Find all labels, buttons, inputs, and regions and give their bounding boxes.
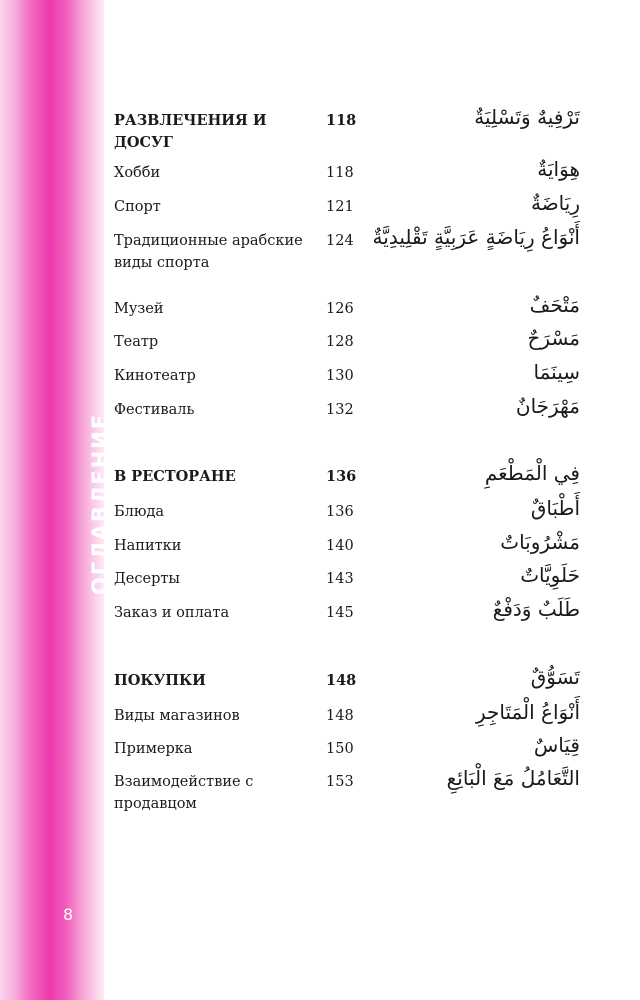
page-number: 8 [63,905,74,924]
toc-arabic: مَشْرُوبَاتٌ [500,530,580,554]
toc-russian: ПОКУПКИ [114,672,206,689]
toc-page: 148 [326,708,354,724]
toc-russian: Напитки [114,538,182,554]
toc-russian: Хобби [114,165,161,181]
toc-arabic: هِوَايَةٌ [537,157,580,181]
toc-russian: Виды магазинов [114,708,240,724]
toc-page: 118 [326,112,357,129]
toc-entry[interactable] [0,225,640,280]
toc-arabic: مَهْرَجَانٌ [515,394,580,418]
toc-russian: Музей [114,301,164,317]
toc-arabic: تَرْفِيهٌ وَتَسْلِيَةٌ [474,105,580,129]
toc-page: 153 [326,774,354,790]
toc-arabic: طَلَبٌ وَدَفْعٌ [492,597,580,621]
toc-page: 143 [326,571,354,587]
toc-arabic: تَسَوُّقٌ [530,665,580,689]
toc-arabic: حَلَوِيَّاتٌ [520,563,580,587]
toc-russian: Десерты [114,571,180,587]
toc-page: 128 [326,334,354,350]
toc-page: 118 [326,165,354,181]
toc-page: 150 [326,741,354,757]
toc-page: 126 [326,301,354,317]
toc-russian: Фестиваль [114,402,195,418]
toc-arabic: أَنْوَاعُ رِيَاضَةٍ عَرَبِيَّةٍ تَقْلِيدِيَّةٌ [372,225,580,249]
toc-russian: Спорт [114,199,161,215]
toc-arabic: مَتْحَفٌ [529,293,580,317]
toc-page: 124 [326,233,354,249]
toc-russian: Традиционные арабские виды спорта [114,233,303,271]
toc-entry[interactable] [0,394,640,449]
toc-russian: Заказ и оплата [114,605,230,621]
toc-russian: Взаимодействие с продавцом [114,774,254,812]
toc-page: 148 [326,672,357,689]
toc-russian: Театр [114,334,159,350]
toc-arabic: فِي الْمَطْعَمِ [484,461,580,485]
toc-page: 140 [326,538,354,554]
toc-russian: Блюда [114,504,165,520]
toc-arabic: قِيَاسٌ [533,733,580,757]
toc-page: 130 [326,368,354,384]
toc-section-heading[interactable] [0,105,640,160]
toc-arabic: أَطْبَاقٌ [530,496,580,520]
toc-arabic: سِينَمَا [533,360,580,384]
toc-russian: РАЗВЛЕЧЕНИЯ И ДОСУГ [114,112,267,151]
sidebar-title: ОГЛАВЛЕНИЕ [88,412,112,595]
toc-page: 121 [326,199,354,215]
toc-arabic: أَنْوَاعُ الْمَتَاجِرِ [475,700,580,724]
toc-arabic: رِيَاضَةٌ [530,191,580,215]
toc-arabic: التَّعَامُلُ مَعَ الْبَائِعِ [446,766,580,790]
toc-entry[interactable] [0,766,640,821]
toc-page: 136 [326,468,357,485]
toc-arabic: مَسْرَحٌ [527,326,580,350]
toc-page: 132 [326,402,354,418]
toc-page: 145 [326,605,354,621]
toc-russian: Кинотеатр [114,368,196,384]
toc-russian: В РЕСТОРАНЕ [114,468,236,485]
toc-russian: Примерка [114,741,193,757]
toc-page: 136 [326,504,354,520]
toc-entry[interactable] [0,597,640,652]
